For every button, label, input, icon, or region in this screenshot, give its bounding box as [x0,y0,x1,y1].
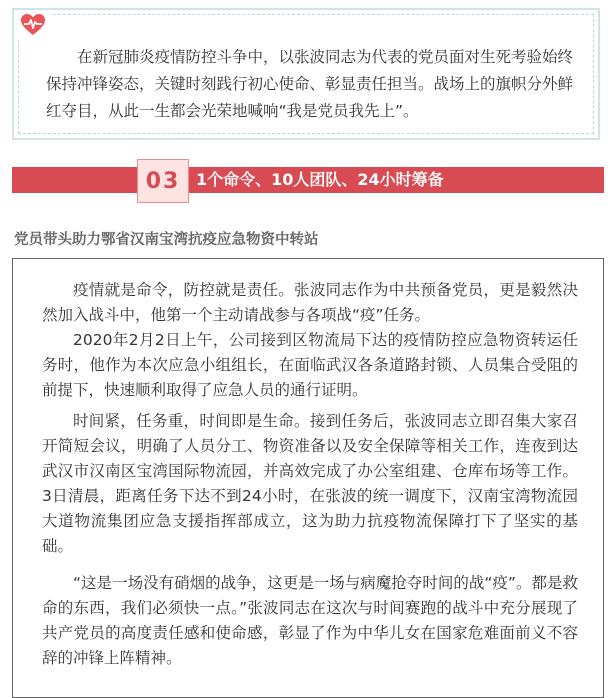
subheading: 党员带头助力鄂省汉南宝湾抗疫应急物资中转站 [14,232,319,248]
article-paragraph-3: 时间紧，任务重，时间即是生命。接到任务后，张波同志立即召集大家召开简短会议，明确了人员分工、物资准备以及安全保障等相关工作，连夜到达武汉市汉南区宝湾国际物流园，并高效完成了办公室组建、仓库布场等工作。3日清晨，距离任务下达不到24小时，在张波的统一调度下，汉南宝湾物流园大道物流集团应急支援指挥部成立，这为助力抗疫物流保障打下了坚实的基础。 [42,412,578,555]
article-paragraph-1: 疫情就是命令，防控就是责任。张波同志作为中共预备党员，更是毅然决然加入战斗中，他第一个主动请战参与各项战“疫”任务。 [42,281,578,324]
article-paragraph-4: “这是一场没有硝烟的战争，这更是一场与病魔抢夺时间的战“疫”。都是救命的东西，我们必须快一点。”张波同志在这次与时间赛跑的战斗中充分展现了共产党员的高度责任感和使命感，彰显了作为中华儿女在国家危难面前义不容辞的冲锋上阵精神。 [42,574,578,667]
article-paragraph-2: 2020年2月2日上午，公司接到区物流局下达的疫情防控应急物资转运任务时，他作为本次应急小组组长，在面临武汉各条道路封锁、人员集合受阻的前提下，快速顺利取得了应急人员的通行证明。 [42,331,578,399]
intro-box [12,8,600,140]
section-number: 03 [137,159,189,203]
section-title: 1个命令、10人团队、24小时筹备 [196,170,444,189]
heart-pulse-icon [16,10,50,40]
intro-text: 在新冠肺炎疫情防控斗争中，以张波同志为代表的党员面对生死考验始终保持冲锋姿态，关键时刻践行初心使命、彰显责任担当。战场上的旗帜分外鲜红夺目，从此一生都会光荣地喊响“我是党员我先上”。 [46,48,574,120]
